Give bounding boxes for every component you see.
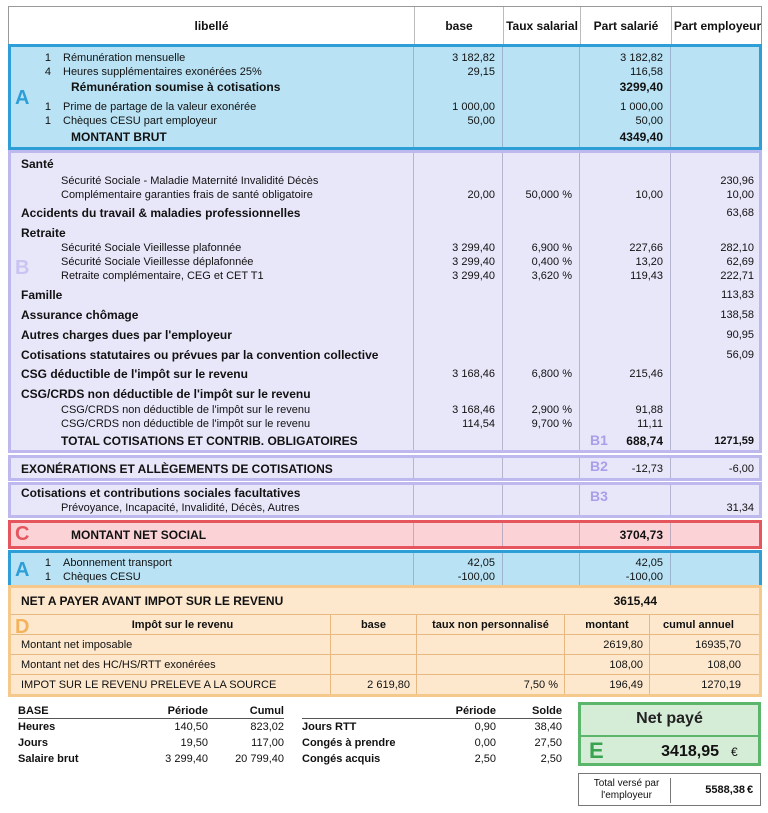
section-letter-b: B: [15, 257, 30, 279]
table-row: 1 Rémunération mensuelle 3 182,82 3 182,82: [44, 52, 663, 64]
section-exonerations: [8, 455, 762, 481]
net-paye-value: 3418,95: [661, 743, 719, 760]
table-header: [8, 6, 762, 44]
header-part-employeur: Part employeur: [673, 18, 762, 33]
table-row: Santé: [21, 157, 54, 171]
table-row: CSG/CRDS non déductible de l'impôt sur le revenu: [21, 387, 311, 401]
table-row: CSG/CRDS non déductible de l'impôt sur le revenu 114,54 9,700 % 11,11: [61, 418, 663, 430]
base-table-header: BASE Période Cumul: [18, 703, 284, 719]
table-row: EXONÉRATIONS ET ALLÈGEMENTS DE COTISATIONS B2 -12,73 -6,00: [21, 458, 754, 476]
table-row: CSG/CRDS non déductible de l'impôt sur le revenu 3 168,46 2,900 % 91,88: [61, 404, 663, 416]
table-row: 1 Prime de partage de la valeur exonérée 1 000,00 1 000,00: [44, 101, 663, 113]
table-row: Accidents du travail & maladies professionnelles 63,68: [21, 206, 754, 220]
section-letter-c: C: [15, 523, 30, 545]
table-row: Congés acquis 2,50 2,50: [302, 753, 562, 765]
section-impot-revenu: [8, 585, 762, 697]
total-verse-box: [578, 773, 761, 806]
table-row: Assurance chômage 138,58: [21, 308, 754, 322]
section-letter-b3: B3: [590, 488, 608, 504]
section-letter-a2: A: [15, 559, 30, 581]
base-table: [18, 703, 284, 767]
section-letter-d: D: [15, 616, 30, 638]
table-row: Famille 113,83: [21, 288, 754, 302]
table-row: Rémunération soumise à cotisations 3299,40: [71, 80, 663, 94]
section-letter-a: A: [15, 87, 30, 109]
section-cotisations: [8, 150, 762, 453]
table-row: Autres charges dues par l'employeur 90,95: [21, 328, 754, 342]
section-net-social: [8, 520, 762, 549]
header-part-salarie: Part salarié: [581, 7, 672, 44]
net-avant-impot-row: [11, 588, 759, 614]
net-avant-impot-label: NET A PAYER AVANT IMPOT SUR LE REVENU: [21, 594, 284, 608]
header-libelle: libellé: [9, 7, 415, 44]
section-cotisations-facultatives: [8, 482, 762, 518]
table-row: CSG déductible de l'impôt sur le revenu 3 168,46 6,800 % 215,46: [21, 367, 663, 381]
table-row: 4 Heures supplémentaires exonérées 25% 29,15 116,58: [44, 66, 663, 78]
net-paye-box: [578, 702, 761, 766]
section-letter-b2: B2: [590, 458, 608, 474]
conges-table: [302, 703, 562, 767]
table-row: Jours 19,50 117,00: [18, 737, 284, 749]
net-paye-currency: €: [731, 745, 738, 759]
table-row: 1 Chèques CESU -100,00 -100,00: [44, 571, 663, 583]
table-row: Prévoyance, Incapacité, Invalidité, Décès, Autres 31,34: [61, 502, 754, 514]
total-verse-value: 5588,38: [705, 784, 745, 796]
table-row: Sécurité Sociale - Maladie Maternité Invalidité Décès 230,96: [61, 175, 754, 187]
conges-table-header: Période Solde: [302, 703, 562, 719]
table-row: Sécurité Sociale Vieillesse déplafonnée 3 299,40 0,400 % 13,20 62,69: [61, 256, 754, 268]
table-row: 1 Abonnement transport 42,05 42,05: [44, 557, 663, 569]
table-row: Complémentaire garanties frais de santé obligatoire 20,00 50,000 % 10,00 10,00: [61, 189, 754, 201]
section-letter-b1: B1: [590, 432, 608, 448]
impot-table: [11, 614, 759, 694]
table-row: Congés à prendre 0,00 27,50: [302, 737, 562, 749]
payslip-table: [8, 6, 762, 588]
header-base: base: [415, 7, 504, 44]
section-letter-e: E: [589, 738, 604, 763]
net-avant-impot-value: 3615,44: [613, 594, 657, 608]
table-row: Cotisations statutaires ou prévues par la convention collective 56,09: [21, 348, 754, 362]
table-row: IMPOT SUR LE REVENU PRELEVE A LA SOURCE 2 619,80 7,50 % 196,49 1270,19: [11, 674, 759, 694]
impot-table-header: Impôt sur le revenu base taux non personnalisé montant cumul annuel: [11, 614, 759, 634]
table-row: Montant net imposable 2619,80 16935,70: [11, 634, 759, 654]
net-paye-title: Net payé: [636, 710, 703, 727]
table-row: TOTAL COTISATIONS ET CONTRIB. OBLIGATOIRES B1 688,74 1271,59: [61, 432, 754, 448]
total-verse-currency: €: [747, 784, 754, 796]
table-row: Heures 140,50 823,02: [18, 721, 284, 733]
header-taux-salarial: Taux salarial: [504, 7, 581, 44]
table-row: MONTANT NET SOCIAL 3704,73: [71, 528, 663, 542]
table-row: 1 Chèques CESU part employeur 50,00 50,00: [44, 115, 663, 127]
table-row: MONTANT BRUT 4349,40: [71, 130, 663, 144]
table-row: Retraite complémentaire, CEG et CET T1 3 299,40 3,620 % 119,43 222,71: [61, 270, 754, 282]
table-row: Cotisations et contributions sociales facultatives B3: [21, 486, 608, 504]
section-remuneration: [8, 44, 762, 150]
table-row: Montant net des HC/HS/RTT exonérées 108,00 108,00: [11, 654, 759, 674]
table-row: Retraite: [21, 226, 66, 240]
section-non-soumis: [8, 550, 762, 588]
table-row: Sécurité Sociale Vieillesse plafonnée 3 299,40 6,900 % 227,66 282,10: [61, 242, 754, 254]
table-row: Salaire brut 3 299,40 20 799,40: [18, 753, 284, 765]
table-row: Jours RTT 0,90 38,40: [302, 721, 562, 733]
total-verse-label: Total versé par l'employeur: [583, 778, 671, 803]
